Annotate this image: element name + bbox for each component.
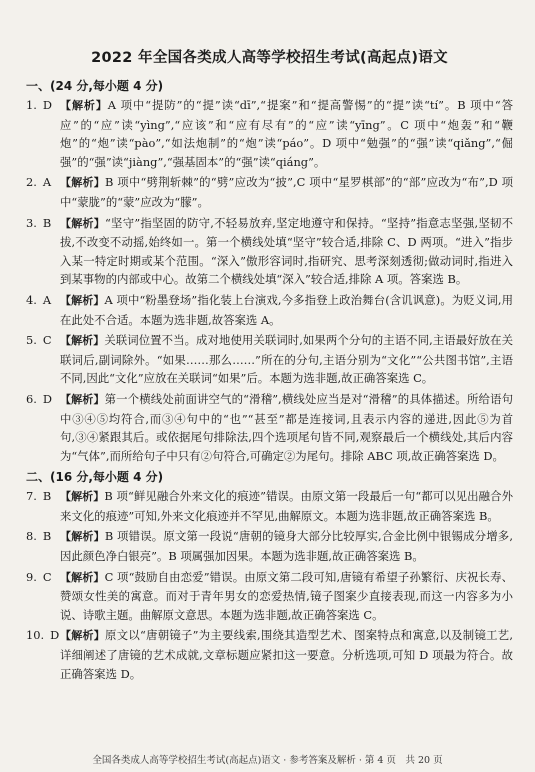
answer-letter: B [42, 489, 52, 504]
explanation [60, 214, 513, 289]
explanation [60, 568, 513, 625]
answer-letter: C [42, 333, 52, 348]
analysis-tag: 【解析】 [60, 392, 105, 406]
explanation-text: A 项中“粉墨登场”指化装上台演戏,今多指登上政治舞台(含讥讽意)。为贬义词,用在此处不合适。本题为选非题,故答案选 A。 [60, 292, 514, 327]
answer-item [26, 173, 513, 211]
answer-letter: D [50, 628, 60, 643]
answer-item [26, 487, 513, 525]
analysis-tag: 【解析】 [60, 99, 108, 112]
explanation [60, 626, 513, 683]
answer-item [26, 390, 513, 465]
question-number [26, 96, 60, 171]
answer-letter: D [42, 391, 53, 406]
answer-item [26, 626, 513, 683]
explanation-text: B 项“鲜见融合外来文化的痕迹”错误。由原文第一段最后一句“都可以见出融合外来文化的痕迹”可知,外来文化痕迹并不罕见,曲解原文。本题为选非题,故正确答案选 B。 [60, 489, 514, 523]
analysis-tag: 【解析】 [60, 530, 105, 544]
explanation [60, 331, 513, 388]
question-number [26, 173, 60, 211]
analysis-tag: 【解析】 [60, 629, 106, 643]
question-number [26, 331, 60, 388]
question-number [26, 214, 60, 289]
question-number [26, 390, 60, 465]
question-index: 5. [26, 333, 37, 348]
question-index: 4. [26, 292, 37, 307]
question-index: 3. [26, 215, 37, 230]
question-index: 8. [26, 529, 37, 544]
question-number [26, 487, 60, 525]
analysis-tag: 【解析】 [60, 490, 105, 504]
explanation-text: “坚守”指坚固的防守,不轻易放弃,坚定地遵守和保持。“坚持”指意志坚强,坚韧不拔,不改变不动摇,始终如一。第一个横线处填“坚守”较合适,排除 C、D 两项。“进入”指步入某一特定时期或某个范围。“深入”傲形容词时,指研究、思考深刻透彻;做动词时,指进入到某事物的内部或中心。故第二个横线处填“深入”较合适,排除 A 项。答案选 B。 [60, 215, 513, 287]
answer-content [26, 77, 513, 683]
explanation [60, 173, 513, 211]
question-index: 1. [26, 98, 37, 112]
question-index: 6. [26, 391, 37, 406]
question-index: 7. [26, 489, 37, 504]
answer-item [26, 568, 513, 625]
explanation-text: B 项错误。原文第一段说“唐朝的镜身大部分比较厚实,合金比例中银锡成分增多,因此颜色净白银亮”。B 项属强加因果。本题为选非题,故正确答案选 B。 [60, 529, 514, 564]
question-index: 2. [26, 175, 37, 190]
explanation [60, 487, 513, 525]
answer-letter: C [42, 569, 52, 584]
question-index: 10. [26, 628, 45, 643]
question-index: 9. [26, 569, 37, 584]
analysis-tag: 【解析】 [60, 334, 105, 348]
explanation [60, 390, 513, 465]
answer-letter: D [42, 98, 53, 112]
answer-letter: B [42, 529, 52, 544]
question-number [26, 527, 60, 565]
page-title: 2022 年全国各类成人高等学校招生考试(高起点)语文 [91, 50, 448, 66]
section-heading: 二、(16 分,每小题 4 分) [26, 470, 164, 485]
explanation [60, 527, 513, 565]
analysis-tag: 【解析】 [60, 570, 105, 584]
answer-letter: A [42, 292, 52, 307]
page-footer: 全国各类成人高等学校招生考试(高起点)语文 · 参考答案及解析 · 第 4 页 共 20 页 [92, 755, 443, 766]
explanation [60, 96, 513, 171]
analysis-tag: 【解析】 [60, 293, 105, 307]
answer-item [26, 527, 513, 565]
section-heading: 一、(24 分,每小题 4 分) [26, 79, 164, 93]
answer-item [26, 214, 513, 289]
explanation [60, 291, 513, 329]
question-number [26, 291, 60, 329]
answer-item [26, 96, 513, 171]
answer-letter: A [42, 175, 52, 190]
answer-item [26, 331, 513, 388]
question-number [26, 568, 60, 625]
explanation-text: B 项中“劈荆斩棘”的“劈”应改为“披”,C 项中“星罗棋部”的“部”应改为“布”,D 项中“蒙胧”的“蒙”应改为“朦”。 [60, 175, 514, 209]
explanation-text: A 项中“提防”的“提”读“dī”,“提案”和“提高警惕”的“提”读“tí”。B 项中“答应”的“应”读“yìng”,“应该”和“应有尽有”的“应”读“yīng”。C 项中“炮轰”和“鞭炮”的“炮”读“pào”,“如法炮制”的“炮”读“páo”。D 项中“勉强”的“强”读“qiǎng”,“倔强”的“强”读“jiàng”,“强基固本”的“强”读“qiáng”。 [60, 98, 514, 169]
explanation-text: C 项“鼓励自由恋爱”错误。由原文第二段可知,唐镜有希望子孙繁衍、庆祝长寿、赞颂女性美的寓意。而对于青年男女的恋爱热情,镜子图案少直接表现,而这一内容多为小说、诗歌主题。曲解原文意思。本题为选非题,故正确答案选 C。 [60, 569, 514, 622]
answer-item [26, 291, 513, 329]
analysis-tag: 【解析】 [60, 216, 105, 230]
explanation-text: 原文以“唐朝镜子”为主要线索,围绕其造型艺术、图案特点和寓意,以及制镜工艺,详细阐述了唐镜的艺术成就,文章标题应紧扣这一要意。分析选项,可知 D 项最为符合。故正确答案选 D。 [60, 628, 514, 681]
explanation-text: 第一个横线处前面讲空气的“滑稽”,横线处应当是对“滑稽”的具体描述。所给语句中③④⑤均符合,而③④句中的“也”“甚至”都是连接词,且表示内容的递进,因此⑤为首句,③④紧跟其后。或依据尾句排除法,四个选项尾句皆不同,观察最后一个横线处,其后内容为“气体”,而所给句子中只有②句符合,可确定②为尾句。排除 ABC 项,故正确答案选 D。 [60, 391, 514, 463]
question-number [26, 626, 60, 683]
explanation-text: 关联词位置不当。成对地使用关联词时,如果两个分句的主语不同,主语最好放在关联词后,副词除外。“如果……那么……”所在的分句,主语分别为“文化”“公共图书馆”,主语不同,因此“文化”应放在关联词“如果”后。本题为选非题,故正确答案选 C。 [60, 333, 513, 386]
answer-letter: B [42, 215, 52, 230]
analysis-tag: 【解析】 [60, 176, 105, 190]
